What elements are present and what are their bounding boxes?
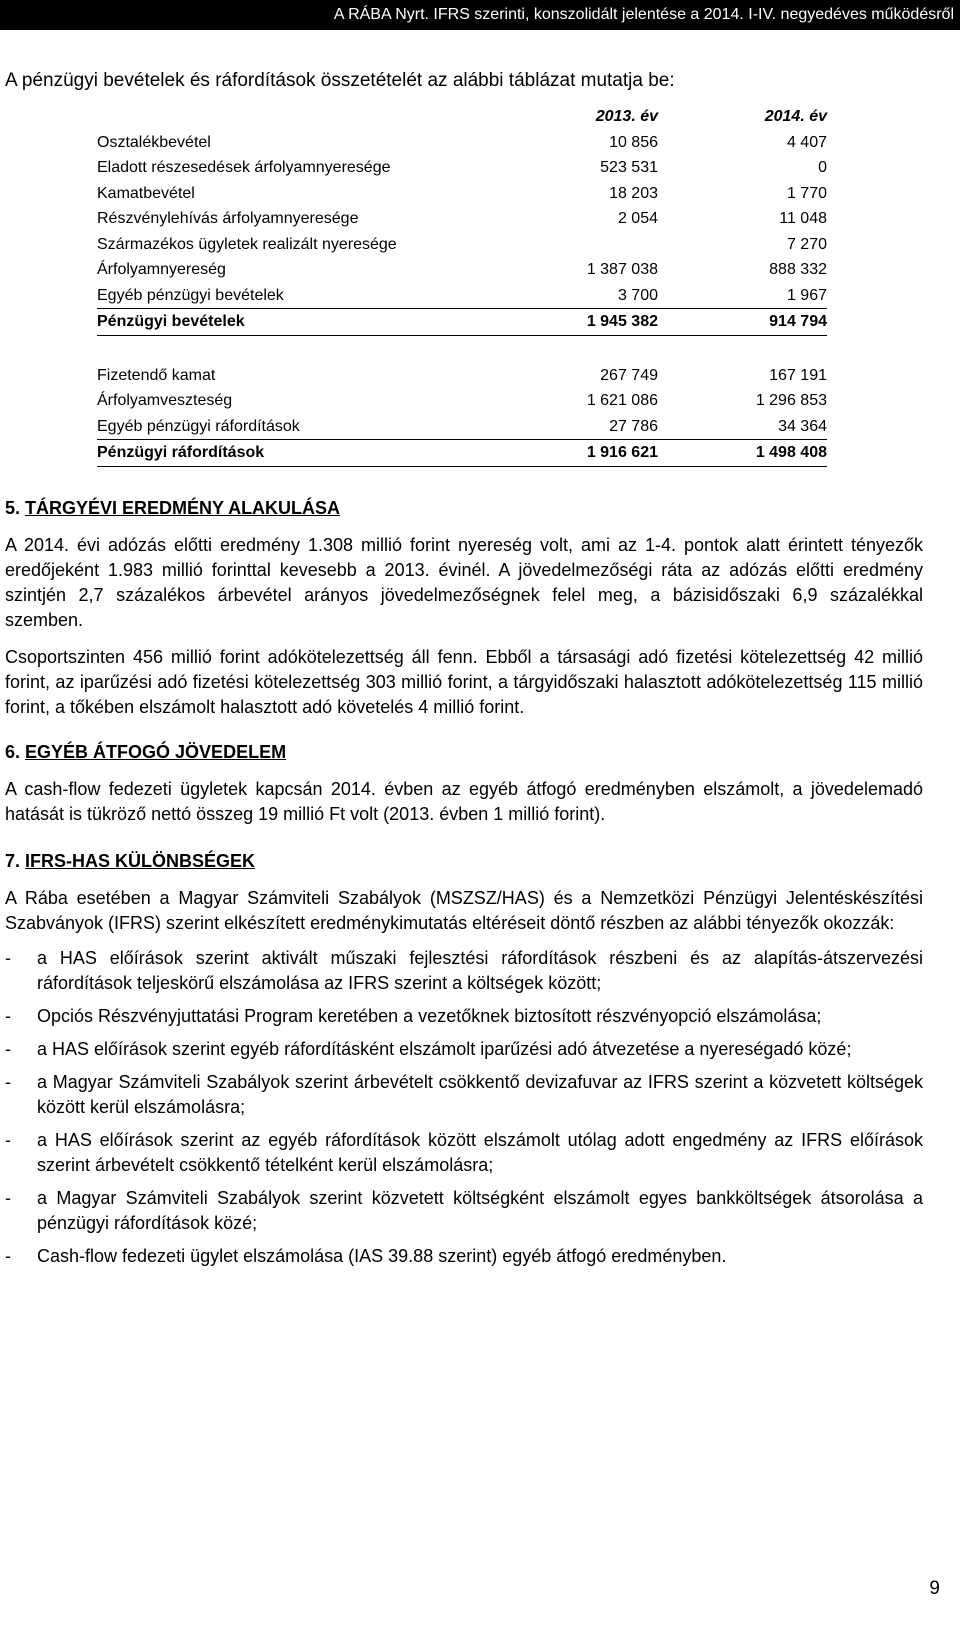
section-5-paragraph-1: A 2014. évi adózás előtti eredmény 1.308 millió forint nyereség volt, ami az 1-4. pontok alatt érintett tényezők eredőjeként 1.983 millió forinttal kevesebb a 2013. évinél. A jövedelmezőségi ráta az adózás előtti eredmény szintjén 2,7 százalékos árbevétel arányos jövedelmezőségnek felel meg, a bázisidőszaki 6,9 százalékkal szemben.: [5, 535, 923, 630]
table-row: [97, 283, 827, 309]
table-row: [97, 363, 827, 389]
list-item-text: Cash-flow fedezeti ügylet elszámolása (IAS 39.88 szerint) egyéb átfogó eredményben.: [37, 1246, 727, 1266]
row-label: Pénzügyi ráfordítások: [97, 440, 534, 467]
list-dash: -: [5, 948, 11, 968]
intro-text: A pénzügyi bevételek és ráfordítások összetételét az alábbi táblázat mutatja be:: [5, 70, 675, 91]
table-row: [97, 414, 827, 440]
value-2013: 1 621 086: [586, 392, 658, 409]
section-7-title: 7. IFRS-HAS KÜLÖNBSÉGEK: [5, 851, 256, 871]
section-5-paragraph-2: Csoportszinten 456 millió forint adókötelezettség áll fenn. Ebből a társasági adó fizetési kötelezettség 42 millió forint, az iparűzési adó fizetési kötelezettség 303 millió forint, a tárgyidőszaki halasztott adókötelezettség 115 millió forint, a tőkében elszámolt halasztott adó követelés 4 millió forint.: [5, 647, 923, 717]
list-dash: -: [5, 1188, 11, 1208]
table-row: [97, 130, 827, 156]
value-2013: 3 700: [534, 283, 658, 309]
list-item-text: a Magyar Számviteli Szabályok szerint közvetett költségként elszámolt egyes bankköltségek átsorolása a pénzügyi ráfordítások közé;: [37, 1188, 923, 1233]
value-2014: 167 191: [769, 366, 827, 384]
list-dash: -: [5, 1130, 11, 1150]
column-header-2014: 2014. év: [764, 108, 827, 125]
row-label: Árfolyamveszteség: [97, 392, 233, 409]
value-2013: 1 945 382: [534, 309, 658, 336]
list-item: [5, 1070, 923, 1120]
list-item: [5, 1186, 923, 1236]
table-row: [97, 206, 827, 232]
document-header: A RÁBA Nyrt. IFRS szerinti, konszolidált jelentése a 2014. I-IV. negyedéves működésről: [0, 0, 960, 30]
value-2014: 1 770: [786, 184, 827, 202]
list-dash: -: [5, 1246, 11, 1266]
row-label: Árfolyamnyereség: [97, 261, 226, 278]
row-label: Egyéb pénzügyi bevételek: [97, 283, 534, 309]
row-label: Egyéb pénzügyi ráfordítások: [97, 414, 534, 440]
page-number: 9: [929, 1578, 940, 1599]
value-2013: 1 916 621: [534, 440, 658, 467]
section-5-title: 5. TÁRGYÉVI EREDMÉNY ALAKULÁSA: [5, 498, 341, 518]
differences-list: [5, 946, 923, 1269]
column-header-2013: 2013. év: [595, 108, 658, 125]
list-item-text: a Magyar Számviteli Szabályok szerint árbevételt csökkentő devizafuvar az IFRS szerint a közvetett költségek között kerül elszámolásra;: [37, 1072, 923, 1117]
value-2014: 1 967: [658, 283, 827, 309]
document-body: [5, 496, 923, 1277]
list-item-text: a HAS előírások szerint egyéb ráfordításként elszámolt iparűzési adó átvezetése a nyereségadó közé;: [37, 1039, 852, 1059]
value-2013: 523 531: [600, 159, 658, 176]
list-item: [5, 1004, 923, 1029]
expense-total-row: [97, 440, 827, 467]
value-2013: 2 054: [617, 210, 658, 227]
list-item-text: a HAS előírások szerint aktivált műszaki fejlesztési ráfordítások részbeni és az alapítás-átszervezési ráfordítások teljeskörű elszámolása az IFRS szerint a költségek között;: [37, 948, 923, 993]
value-2014: 914 794: [658, 309, 827, 336]
financial-table: [97, 104, 827, 467]
row-label: Osztalékbevétel: [97, 133, 211, 151]
row-label: Részvénylehívás árfolyamnyeresége: [97, 210, 359, 227]
table-row: [97, 257, 827, 283]
row-label: Származékos ügyletek realizált nyeresége: [97, 235, 397, 253]
value-2014: 1 498 408: [658, 440, 827, 467]
value-2014: 7 270: [786, 235, 827, 253]
list-dash: -: [5, 1006, 11, 1026]
value-2014: 4 407: [786, 133, 827, 151]
value-2014: 34 364: [658, 414, 827, 440]
value-2013: 10 856: [609, 133, 658, 151]
table-row: [97, 155, 827, 181]
row-label: Kamatbevétel: [97, 184, 195, 202]
table-spacer-row: [97, 335, 827, 363]
value-2014: 888 332: [769, 261, 827, 278]
list-dash: -: [5, 1039, 11, 1059]
table-header-row: [97, 104, 827, 130]
section-6-title: 6. EGYÉB ÁTFOGÓ JÖVEDELEM: [5, 742, 287, 762]
list-item-text: Opciós Részvényjuttatási Program keretében a vezetőknek biztosított részvényopció elszámolása;: [37, 1006, 822, 1026]
value-2013: 1 387 038: [586, 261, 658, 278]
row-label: Pénzügyi bevételek: [97, 309, 534, 336]
row-label: Fizetendő kamat: [97, 366, 216, 384]
value-2013: 267 749: [600, 366, 658, 384]
value-2014: 11 048: [779, 210, 827, 227]
section-6-paragraph-1: A cash-flow fedezeti ügyletek kapcsán 2014. évben az egyéb átfogó eredményben elszámolt, a jövedelemadó hatását is tükröző nettó összeg 19 millió Ft volt (2013. évben 1 millió forint).: [5, 779, 923, 824]
value-2013: 27 786: [534, 414, 658, 440]
value-2013: 18 203: [609, 184, 658, 202]
section-7-paragraph-1: A Rába esetében a Magyar Számviteli Szabályok (MSZSZ/HAS) és a Nemzetközi Pénzügyi Jelentéskészítési Szabványok (IFRS) szerint elkészített eredménykimutatás eltéréseit döntő részben az alábbi tényezők okozzák:: [5, 888, 923, 933]
row-label: Eladott részesedések árfolyamnyeresége: [97, 159, 391, 176]
table-row: [97, 181, 827, 207]
value-2014: 0: [818, 159, 827, 176]
list-item: [5, 1037, 923, 1062]
list-item: [5, 946, 923, 996]
list-dash: -: [5, 1072, 11, 1092]
table-row: [97, 232, 827, 258]
income-total-row: [97, 309, 827, 336]
value-2014: 1 296 853: [755, 392, 827, 409]
list-item: [5, 1128, 923, 1178]
value-2013: [534, 232, 658, 258]
list-item-text: a HAS előírások szerint az egyéb ráfordítások között elszámolt utólag adott engedmény az IFRS előírások szerint árbevételt csökkentő tételként kerül elszámolásra;: [37, 1130, 923, 1175]
list-item: [5, 1244, 923, 1269]
table-row: [97, 388, 827, 414]
